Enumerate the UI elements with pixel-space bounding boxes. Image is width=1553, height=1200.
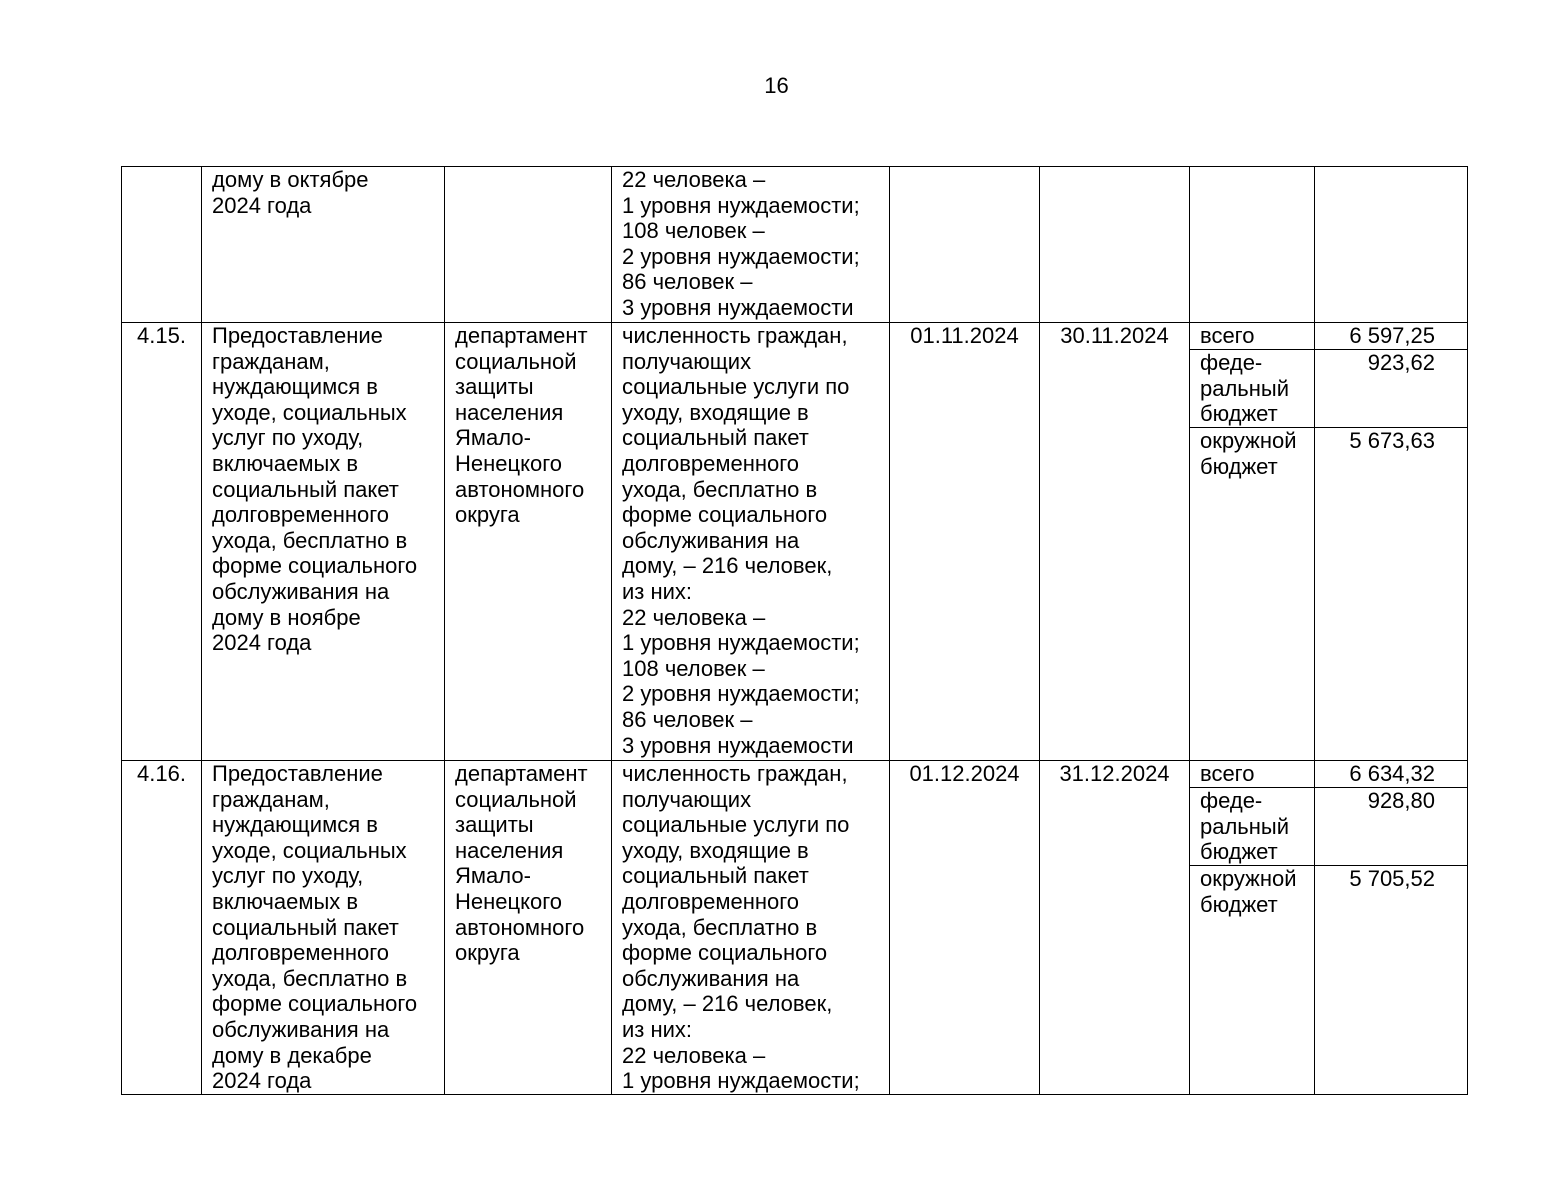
text-line: численность граждан,	[622, 761, 848, 786]
end-date: 31.12.2024	[1040, 761, 1190, 1095]
text-line: обслуживания на	[212, 1016, 390, 1042]
text-line: 1 уровня нуждаемости;	[622, 630, 860, 656]
start-date: 01.12.2024	[890, 761, 1040, 1095]
result-cell	[612, 323, 890, 761]
text-line: дому в октябре	[212, 167, 369, 192]
text-line: 3 уровня нуждаемости	[622, 294, 854, 320]
text-line: Предоставление	[212, 323, 383, 348]
text-line: Ямало-	[455, 863, 531, 889]
result-cell	[612, 761, 890, 1095]
start-date-cell	[890, 167, 1040, 323]
text-line: 22 человека –	[622, 604, 766, 630]
text-line: социальный пакет	[212, 914, 399, 940]
activity-name-cell	[202, 323, 445, 761]
text-line: долговременного	[622, 888, 800, 914]
text-line: нуждающимся в	[212, 374, 378, 400]
funding-row-regional	[1190, 428, 1467, 761]
table-row	[122, 761, 1468, 1095]
executor-cell	[445, 761, 612, 1095]
text-line: бюджет	[1200, 839, 1278, 865]
text-line: бюджет	[1200, 401, 1278, 427]
text-line: 2 уровня нуждаемости;	[622, 243, 860, 269]
text-line: 86 человек –	[622, 706, 753, 732]
text-line: получающих	[622, 786, 752, 812]
funding-row-regional	[1190, 866, 1467, 1095]
text-line: Предоставление	[212, 761, 383, 786]
text-line: Ненецкого	[455, 450, 562, 476]
funding-source	[1190, 323, 1314, 350]
funding-source	[1190, 761, 1314, 788]
text-line: форме социального	[212, 991, 418, 1017]
text-line: ухода, бесплатно в	[622, 476, 818, 502]
text-line: 86 человек –	[622, 269, 753, 295]
text-line: окружной	[1200, 866, 1297, 891]
text-line: включаемых в	[212, 450, 359, 476]
result-cell	[612, 167, 890, 323]
text-line: услуг по уходу,	[212, 425, 364, 451]
text-line: 1 уровня нуждаемости;	[622, 1068, 860, 1094]
funding-table	[1190, 761, 1467, 1094]
text-line: дому в ноябре	[212, 604, 361, 630]
text-line: социальной	[455, 348, 577, 374]
text-line: бюджет	[1200, 891, 1278, 917]
text-line: бюджет	[1200, 453, 1278, 479]
text-line: из них:	[622, 578, 693, 604]
funding-row-federal	[1190, 788, 1467, 866]
funding-amount: 923,62	[1314, 350, 1467, 428]
text-line: 3 уровня нуждаемости	[622, 732, 854, 758]
text-line: социальные услуги по	[622, 374, 850, 400]
text-line: 22 человека –	[622, 1042, 766, 1068]
text-line: социальной	[455, 786, 577, 812]
text-line: населения	[455, 837, 564, 863]
text-line: уходе, социальных	[212, 399, 407, 425]
text-line: обслуживания на	[622, 965, 800, 991]
funding-amount: 928,80	[1314, 788, 1467, 866]
funding-row-federal	[1190, 350, 1467, 428]
text-line: гражданам,	[212, 348, 330, 374]
executor-cell	[445, 323, 612, 761]
text-line: ральный	[1200, 813, 1290, 839]
activity-name-cell	[202, 167, 445, 323]
text-line: долговременного	[622, 450, 800, 476]
funding-source	[1190, 350, 1314, 428]
funding-amount: 5 705,52	[1314, 866, 1467, 1095]
text-line: гражданам,	[212, 786, 330, 812]
text-line: защиты	[455, 812, 534, 838]
text-line: дому, – 216 человек,	[622, 553, 833, 579]
text-line: автономного	[455, 476, 585, 502]
text-line: социальный пакет	[212, 476, 399, 502]
text-line: департамент	[455, 761, 588, 786]
text-line: социальный пакет	[622, 863, 809, 889]
text-line: обслуживания на	[212, 578, 390, 604]
funding-source	[1190, 428, 1314, 761]
text-line: включаемых в	[212, 888, 359, 914]
text-line: ухода, бесплатно в	[212, 527, 408, 553]
text-line: ральный	[1200, 375, 1290, 401]
text-line: феде-	[1200, 350, 1263, 375]
text-line: 2024 года	[212, 1068, 312, 1094]
text-line: обслуживания на	[622, 527, 800, 553]
funding-row-total	[1190, 761, 1467, 788]
text-line: уходу, входящие в	[622, 399, 809, 425]
text-line: окружной	[1200, 428, 1297, 453]
page-number: 16	[764, 73, 789, 98]
funding-cell	[1190, 761, 1468, 1095]
text-line: округа	[455, 502, 520, 528]
executor-cell	[445, 167, 612, 323]
text-line: 2024 года	[212, 630, 312, 656]
start-date: 01.11.2024	[890, 323, 1040, 761]
funding-table	[1190, 323, 1467, 760]
text-line: ухода, бесплатно в	[212, 965, 408, 991]
funding-source	[1190, 866, 1314, 1095]
table-row-continued	[122, 167, 1468, 323]
text-line: 2 уровня нуждаемости;	[622, 681, 860, 707]
text-line: форме социального	[622, 940, 828, 966]
text-line: 2024 года	[212, 192, 312, 218]
text-line: департамент	[455, 323, 588, 348]
text-line: численность граждан,	[622, 323, 848, 348]
funding-cell	[1190, 323, 1468, 761]
text-line: социальный пакет	[622, 425, 809, 451]
text-line: всего	[1200, 761, 1255, 786]
funding-table	[1190, 167, 1467, 322]
end-date: 30.11.2024	[1040, 323, 1190, 761]
text-line: уходу, входящие в	[622, 837, 809, 863]
funding-amount: 5 673,63	[1314, 428, 1467, 761]
funding-source	[1190, 788, 1314, 866]
text-line: 108 человек –	[622, 655, 765, 681]
funding-amount: 6 597,25	[1349, 323, 1435, 348]
row-number: 4.16.	[122, 761, 202, 1095]
text-line: форме социального	[622, 502, 828, 528]
text-line: долговременного	[212, 940, 390, 966]
activities-table	[121, 166, 1468, 1095]
table-row	[122, 323, 1468, 761]
text-line: уходе, социальных	[212, 837, 407, 863]
text-line: форме социального	[212, 553, 418, 579]
text-line: всего	[1200, 323, 1255, 348]
text-line: Ямало-	[455, 425, 531, 451]
text-line: 1 уровня нуждаемости;	[622, 192, 860, 218]
text-line: услуг по уходу,	[212, 863, 364, 889]
activity-name-cell	[202, 761, 445, 1095]
row-number: 4.15.	[122, 323, 202, 761]
text-line: защиты	[455, 374, 534, 400]
funding-amount: 6 634,32	[1349, 761, 1435, 786]
funding-row-total	[1190, 323, 1467, 350]
text-line: социальные услуги по	[622, 812, 850, 838]
text-line: из них:	[622, 1016, 693, 1042]
text-line: населения	[455, 399, 564, 425]
text-line: дому, – 216 человек,	[622, 991, 833, 1017]
text-line: 108 человек –	[622, 218, 765, 244]
text-line: феде-	[1200, 788, 1263, 813]
text-line: 22 человека –	[622, 167, 766, 192]
text-line: дому в декабре	[212, 1042, 372, 1068]
text-line: долговременного	[212, 502, 390, 528]
text-line: ухода, бесплатно в	[622, 914, 818, 940]
text-line: округа	[455, 940, 520, 966]
text-line: получающих	[622, 348, 752, 374]
row-number-cell	[122, 167, 202, 323]
end-date-cell	[1040, 167, 1190, 323]
text-line: Ненецкого	[455, 888, 562, 914]
funding-cell	[1190, 167, 1468, 323]
text-line: нуждающимся в	[212, 812, 378, 838]
text-line: автономного	[455, 914, 585, 940]
